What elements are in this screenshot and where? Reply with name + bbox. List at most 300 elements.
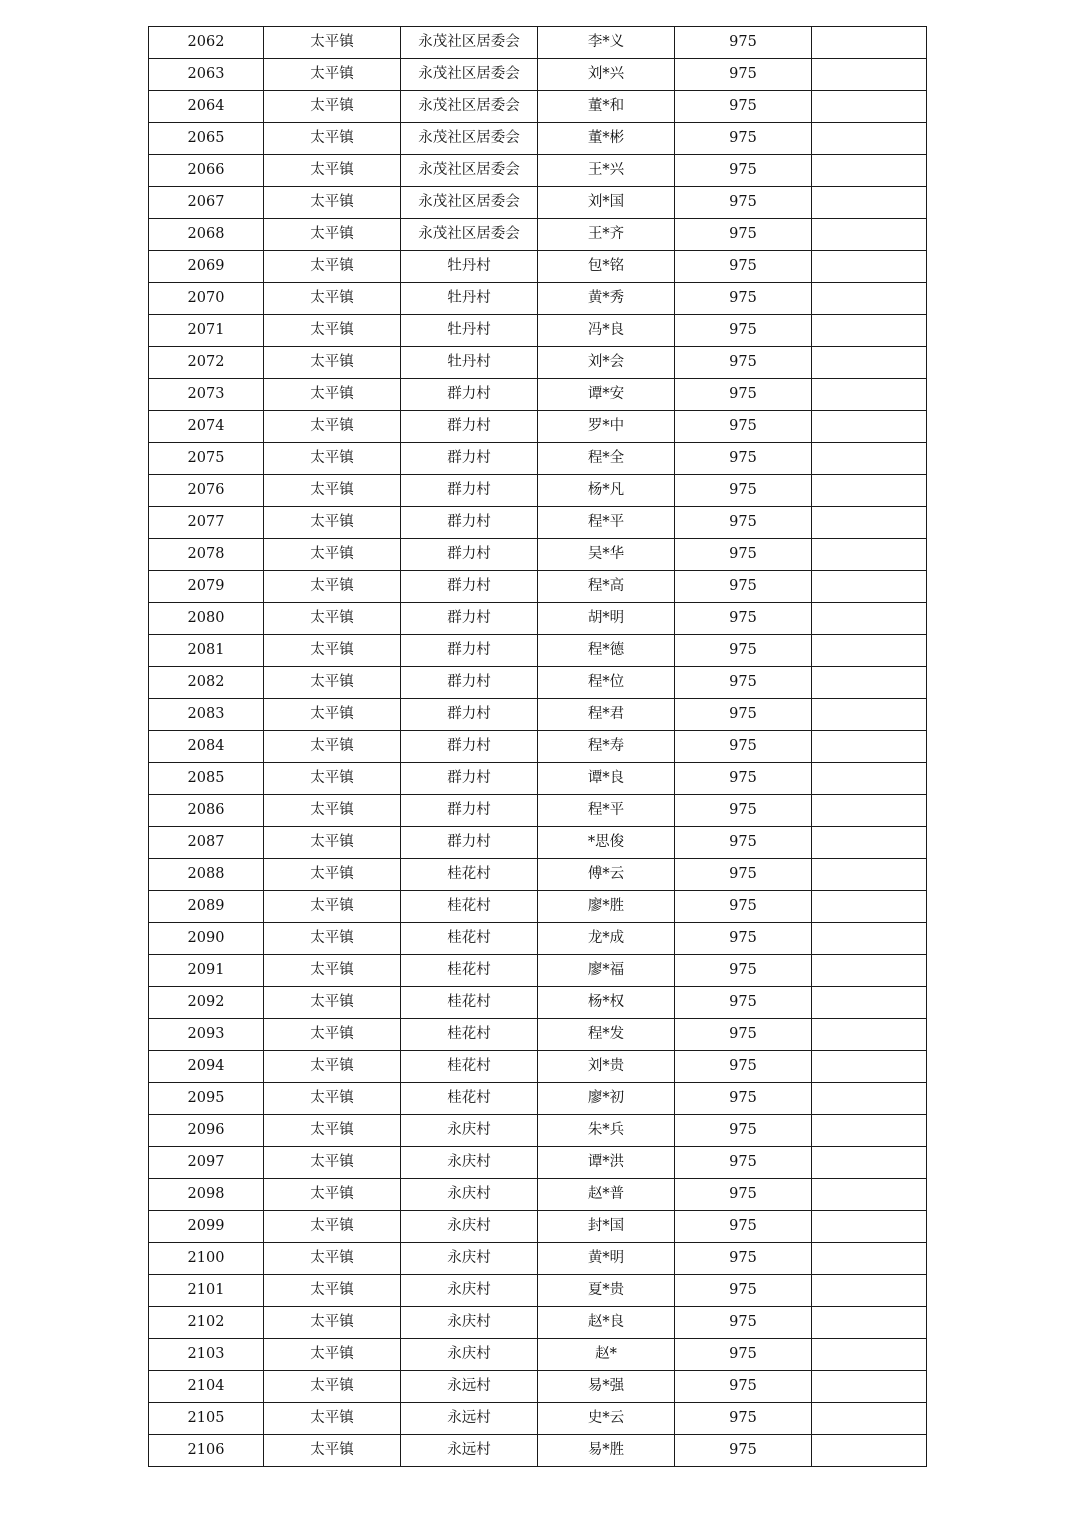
name-cell: 傅*云 bbox=[538, 859, 675, 891]
note-cell bbox=[812, 379, 927, 411]
table-body bbox=[149, 27, 927, 1467]
village-cell: 桂花村 bbox=[401, 891, 538, 923]
table-row bbox=[149, 795, 927, 827]
table-row bbox=[149, 1435, 927, 1467]
table-row bbox=[149, 1179, 927, 1211]
serial-number-cell: 2097 bbox=[149, 1147, 264, 1179]
table-row bbox=[149, 891, 927, 923]
town-cell: 太平镇 bbox=[264, 635, 401, 667]
amount-cell: 975 bbox=[675, 27, 812, 59]
amount-cell: 975 bbox=[675, 155, 812, 187]
amount-cell: 975 bbox=[675, 603, 812, 635]
name-cell: 赵*普 bbox=[538, 1179, 675, 1211]
name-cell: 王*齐 bbox=[538, 219, 675, 251]
town-cell: 太平镇 bbox=[264, 1083, 401, 1115]
name-cell: 易*强 bbox=[538, 1371, 675, 1403]
note-cell bbox=[812, 1435, 927, 1467]
name-cell: 程*发 bbox=[538, 1019, 675, 1051]
town-cell: 太平镇 bbox=[264, 1243, 401, 1275]
note-cell bbox=[812, 91, 927, 123]
amount-cell: 975 bbox=[675, 827, 812, 859]
town-cell: 太平镇 bbox=[264, 155, 401, 187]
note-cell bbox=[812, 27, 927, 59]
serial-number-cell: 2062 bbox=[149, 27, 264, 59]
serial-number-cell: 2070 bbox=[149, 283, 264, 315]
town-cell: 太平镇 bbox=[264, 1211, 401, 1243]
note-cell bbox=[812, 1275, 927, 1307]
note-cell bbox=[812, 315, 927, 347]
name-cell: 龙*成 bbox=[538, 923, 675, 955]
town-cell: 太平镇 bbox=[264, 731, 401, 763]
table-row bbox=[149, 859, 927, 891]
table-row bbox=[149, 1243, 927, 1275]
serial-number-cell: 2076 bbox=[149, 475, 264, 507]
name-cell: 胡*明 bbox=[538, 603, 675, 635]
note-cell bbox=[812, 59, 927, 91]
amount-cell: 975 bbox=[675, 347, 812, 379]
village-cell: 永庆村 bbox=[401, 1115, 538, 1147]
serial-number-cell: 2091 bbox=[149, 955, 264, 987]
amount-cell: 975 bbox=[675, 571, 812, 603]
note-cell bbox=[812, 187, 927, 219]
note-cell bbox=[812, 1147, 927, 1179]
table-row bbox=[149, 539, 927, 571]
subsidy-roster-table bbox=[148, 26, 927, 1467]
village-cell: 永庆村 bbox=[401, 1147, 538, 1179]
name-cell: 谭*良 bbox=[538, 763, 675, 795]
village-cell: 桂花村 bbox=[401, 955, 538, 987]
town-cell: 太平镇 bbox=[264, 379, 401, 411]
amount-cell: 975 bbox=[675, 923, 812, 955]
town-cell: 太平镇 bbox=[264, 1307, 401, 1339]
table-row bbox=[149, 667, 927, 699]
amount-cell: 975 bbox=[675, 315, 812, 347]
serial-number-cell: 2067 bbox=[149, 187, 264, 219]
village-cell: 牡丹村 bbox=[401, 251, 538, 283]
serial-number-cell: 2099 bbox=[149, 1211, 264, 1243]
name-cell: 夏*贵 bbox=[538, 1275, 675, 1307]
name-cell: 刘*贵 bbox=[538, 1051, 675, 1083]
name-cell: 李*义 bbox=[538, 27, 675, 59]
village-cell: 桂花村 bbox=[401, 1019, 538, 1051]
name-cell: 刘*兴 bbox=[538, 59, 675, 91]
note-cell bbox=[812, 1083, 927, 1115]
town-cell: 太平镇 bbox=[264, 1371, 401, 1403]
village-cell: 牡丹村 bbox=[401, 283, 538, 315]
town-cell: 太平镇 bbox=[264, 27, 401, 59]
note-cell bbox=[812, 827, 927, 859]
amount-cell: 975 bbox=[675, 59, 812, 91]
amount-cell: 975 bbox=[675, 1147, 812, 1179]
note-cell bbox=[812, 411, 927, 443]
serial-number-cell: 2104 bbox=[149, 1371, 264, 1403]
name-cell: 赵*良 bbox=[538, 1307, 675, 1339]
amount-cell: 975 bbox=[675, 1115, 812, 1147]
table-row bbox=[149, 219, 927, 251]
amount-cell: 975 bbox=[675, 475, 812, 507]
note-cell bbox=[812, 539, 927, 571]
village-cell: 群力村 bbox=[401, 635, 538, 667]
serial-number-cell: 2083 bbox=[149, 699, 264, 731]
amount-cell: 975 bbox=[675, 1275, 812, 1307]
note-cell bbox=[812, 1339, 927, 1371]
name-cell: 廖*胜 bbox=[538, 891, 675, 923]
note-cell bbox=[812, 1051, 927, 1083]
amount-cell: 975 bbox=[675, 187, 812, 219]
table-row bbox=[149, 699, 927, 731]
amount-cell: 975 bbox=[675, 91, 812, 123]
village-cell: 桂花村 bbox=[401, 1051, 538, 1083]
name-cell: 程*全 bbox=[538, 443, 675, 475]
village-cell: 群力村 bbox=[401, 699, 538, 731]
amount-cell: 975 bbox=[675, 1019, 812, 1051]
village-cell: 永远村 bbox=[401, 1371, 538, 1403]
name-cell: 包*铭 bbox=[538, 251, 675, 283]
amount-cell: 975 bbox=[675, 987, 812, 1019]
serial-number-cell: 2081 bbox=[149, 635, 264, 667]
table-row bbox=[149, 1403, 927, 1435]
serial-number-cell: 2080 bbox=[149, 603, 264, 635]
note-cell bbox=[812, 1019, 927, 1051]
table-row bbox=[149, 1147, 927, 1179]
note-cell bbox=[812, 507, 927, 539]
serial-number-cell: 2098 bbox=[149, 1179, 264, 1211]
village-cell: 桂花村 bbox=[401, 923, 538, 955]
serial-number-cell: 2085 bbox=[149, 763, 264, 795]
town-cell: 太平镇 bbox=[264, 123, 401, 155]
town-cell: 太平镇 bbox=[264, 859, 401, 891]
town-cell: 太平镇 bbox=[264, 1115, 401, 1147]
serial-number-cell: 2063 bbox=[149, 59, 264, 91]
note-cell bbox=[812, 891, 927, 923]
note-cell bbox=[812, 923, 927, 955]
name-cell: 程*平 bbox=[538, 507, 675, 539]
note-cell bbox=[812, 1115, 927, 1147]
town-cell: 太平镇 bbox=[264, 1403, 401, 1435]
town-cell: 太平镇 bbox=[264, 699, 401, 731]
table-row bbox=[149, 59, 927, 91]
note-cell bbox=[812, 475, 927, 507]
village-cell: 群力村 bbox=[401, 827, 538, 859]
village-cell: 群力村 bbox=[401, 571, 538, 603]
village-cell: 永庆村 bbox=[401, 1179, 538, 1211]
village-cell: 牡丹村 bbox=[401, 347, 538, 379]
note-cell bbox=[812, 603, 927, 635]
village-cell: 永茂社区居委会 bbox=[401, 91, 538, 123]
village-cell: 永茂社区居委会 bbox=[401, 59, 538, 91]
table-row bbox=[149, 283, 927, 315]
amount-cell: 975 bbox=[675, 1179, 812, 1211]
town-cell: 太平镇 bbox=[264, 987, 401, 1019]
serial-number-cell: 2064 bbox=[149, 91, 264, 123]
table-row bbox=[149, 91, 927, 123]
amount-cell: 975 bbox=[675, 507, 812, 539]
note-cell bbox=[812, 667, 927, 699]
town-cell: 太平镇 bbox=[264, 187, 401, 219]
serial-number-cell: 2088 bbox=[149, 859, 264, 891]
name-cell: 吴*华 bbox=[538, 539, 675, 571]
amount-cell: 975 bbox=[675, 123, 812, 155]
village-cell: 群力村 bbox=[401, 507, 538, 539]
name-cell: 封*国 bbox=[538, 1211, 675, 1243]
note-cell bbox=[812, 763, 927, 795]
table-row bbox=[149, 1019, 927, 1051]
table-row bbox=[149, 1339, 927, 1371]
table-row bbox=[149, 123, 927, 155]
table-row bbox=[149, 315, 927, 347]
village-cell: 桂花村 bbox=[401, 859, 538, 891]
town-cell: 太平镇 bbox=[264, 283, 401, 315]
name-cell: 程*德 bbox=[538, 635, 675, 667]
village-cell: 群力村 bbox=[401, 475, 538, 507]
name-cell: 程*高 bbox=[538, 571, 675, 603]
town-cell: 太平镇 bbox=[264, 667, 401, 699]
amount-cell: 975 bbox=[675, 667, 812, 699]
amount-cell: 975 bbox=[675, 1211, 812, 1243]
town-cell: 太平镇 bbox=[264, 411, 401, 443]
serial-number-cell: 2065 bbox=[149, 123, 264, 155]
table-row bbox=[149, 603, 927, 635]
village-cell: 永茂社区居委会 bbox=[401, 123, 538, 155]
name-cell: 朱*兵 bbox=[538, 1115, 675, 1147]
name-cell: 董*彬 bbox=[538, 123, 675, 155]
town-cell: 太平镇 bbox=[264, 603, 401, 635]
name-cell: 史*云 bbox=[538, 1403, 675, 1435]
table-row bbox=[149, 1051, 927, 1083]
town-cell: 太平镇 bbox=[264, 507, 401, 539]
note-cell bbox=[812, 987, 927, 1019]
name-cell: 赵* bbox=[538, 1339, 675, 1371]
table-row bbox=[149, 187, 927, 219]
town-cell: 太平镇 bbox=[264, 1051, 401, 1083]
serial-number-cell: 2075 bbox=[149, 443, 264, 475]
amount-cell: 975 bbox=[675, 219, 812, 251]
village-cell: 永远村 bbox=[401, 1403, 538, 1435]
amount-cell: 975 bbox=[675, 1307, 812, 1339]
town-cell: 太平镇 bbox=[264, 795, 401, 827]
town-cell: 太平镇 bbox=[264, 59, 401, 91]
amount-cell: 975 bbox=[675, 795, 812, 827]
name-cell: *思俊 bbox=[538, 827, 675, 859]
name-cell: 刘*国 bbox=[538, 187, 675, 219]
serial-number-cell: 2077 bbox=[149, 507, 264, 539]
name-cell: 黄*秀 bbox=[538, 283, 675, 315]
table-row bbox=[149, 475, 927, 507]
village-cell: 群力村 bbox=[401, 539, 538, 571]
table-row bbox=[149, 955, 927, 987]
name-cell: 谭*洪 bbox=[538, 1147, 675, 1179]
village-cell: 群力村 bbox=[401, 667, 538, 699]
name-cell: 程*君 bbox=[538, 699, 675, 731]
village-cell: 桂花村 bbox=[401, 1083, 538, 1115]
serial-number-cell: 2084 bbox=[149, 731, 264, 763]
village-cell: 群力村 bbox=[401, 603, 538, 635]
table-row bbox=[149, 27, 927, 59]
name-cell: 杨*凡 bbox=[538, 475, 675, 507]
village-cell: 群力村 bbox=[401, 379, 538, 411]
village-cell: 桂花村 bbox=[401, 987, 538, 1019]
town-cell: 太平镇 bbox=[264, 571, 401, 603]
table-row bbox=[149, 347, 927, 379]
village-cell: 群力村 bbox=[401, 731, 538, 763]
serial-number-cell: 2106 bbox=[149, 1435, 264, 1467]
note-cell bbox=[812, 251, 927, 283]
name-cell: 杨*权 bbox=[538, 987, 675, 1019]
town-cell: 太平镇 bbox=[264, 443, 401, 475]
note-cell bbox=[812, 571, 927, 603]
name-cell: 王*兴 bbox=[538, 155, 675, 187]
town-cell: 太平镇 bbox=[264, 539, 401, 571]
amount-cell: 975 bbox=[675, 731, 812, 763]
serial-number-cell: 2094 bbox=[149, 1051, 264, 1083]
note-cell bbox=[812, 795, 927, 827]
serial-number-cell: 2100 bbox=[149, 1243, 264, 1275]
town-cell: 太平镇 bbox=[264, 219, 401, 251]
name-cell: 黄*明 bbox=[538, 1243, 675, 1275]
note-cell bbox=[812, 731, 927, 763]
village-cell: 永茂社区居委会 bbox=[401, 155, 538, 187]
amount-cell: 975 bbox=[675, 1051, 812, 1083]
village-cell: 群力村 bbox=[401, 763, 538, 795]
name-cell: 程*寿 bbox=[538, 731, 675, 763]
amount-cell: 975 bbox=[675, 763, 812, 795]
village-cell: 永庆村 bbox=[401, 1243, 538, 1275]
note-cell bbox=[812, 1211, 927, 1243]
name-cell: 罗*中 bbox=[538, 411, 675, 443]
amount-cell: 975 bbox=[675, 283, 812, 315]
town-cell: 太平镇 bbox=[264, 1147, 401, 1179]
name-cell: 程*位 bbox=[538, 667, 675, 699]
serial-number-cell: 2087 bbox=[149, 827, 264, 859]
town-cell: 太平镇 bbox=[264, 1339, 401, 1371]
serial-number-cell: 2079 bbox=[149, 571, 264, 603]
name-cell: 易*胜 bbox=[538, 1435, 675, 1467]
village-cell: 永庆村 bbox=[401, 1275, 538, 1307]
table-row bbox=[149, 923, 927, 955]
note-cell bbox=[812, 123, 927, 155]
serial-number-cell: 2074 bbox=[149, 411, 264, 443]
note-cell bbox=[812, 443, 927, 475]
town-cell: 太平镇 bbox=[264, 347, 401, 379]
town-cell: 太平镇 bbox=[264, 891, 401, 923]
town-cell: 太平镇 bbox=[264, 955, 401, 987]
table-row bbox=[149, 1211, 927, 1243]
serial-number-cell: 2068 bbox=[149, 219, 264, 251]
name-cell: 冯*良 bbox=[538, 315, 675, 347]
amount-cell: 975 bbox=[675, 1339, 812, 1371]
serial-number-cell: 2073 bbox=[149, 379, 264, 411]
village-cell: 永庆村 bbox=[401, 1211, 538, 1243]
note-cell bbox=[812, 347, 927, 379]
serial-number-cell: 2101 bbox=[149, 1275, 264, 1307]
serial-number-cell: 2090 bbox=[149, 923, 264, 955]
serial-number-cell: 2102 bbox=[149, 1307, 264, 1339]
note-cell bbox=[812, 1243, 927, 1275]
amount-cell: 975 bbox=[675, 1435, 812, 1467]
serial-number-cell: 2086 bbox=[149, 795, 264, 827]
serial-number-cell: 2093 bbox=[149, 1019, 264, 1051]
serial-number-cell: 2071 bbox=[149, 315, 264, 347]
town-cell: 太平镇 bbox=[264, 1179, 401, 1211]
amount-cell: 975 bbox=[675, 955, 812, 987]
note-cell bbox=[812, 859, 927, 891]
table-row bbox=[149, 987, 927, 1019]
town-cell: 太平镇 bbox=[264, 1019, 401, 1051]
note-cell bbox=[812, 1371, 927, 1403]
table-row bbox=[149, 635, 927, 667]
table-row bbox=[149, 411, 927, 443]
name-cell: 廖*福 bbox=[538, 955, 675, 987]
table-row bbox=[149, 379, 927, 411]
amount-cell: 975 bbox=[675, 411, 812, 443]
name-cell: 谭*安 bbox=[538, 379, 675, 411]
note-cell bbox=[812, 955, 927, 987]
table-row bbox=[149, 1307, 927, 1339]
note-cell bbox=[812, 219, 927, 251]
village-cell: 永茂社区居委会 bbox=[401, 27, 538, 59]
name-cell: 程*平 bbox=[538, 795, 675, 827]
table-row bbox=[149, 155, 927, 187]
town-cell: 太平镇 bbox=[264, 1435, 401, 1467]
amount-cell: 975 bbox=[675, 1243, 812, 1275]
town-cell: 太平镇 bbox=[264, 1275, 401, 1307]
name-cell: 刘*会 bbox=[538, 347, 675, 379]
village-cell: 群力村 bbox=[401, 795, 538, 827]
town-cell: 太平镇 bbox=[264, 923, 401, 955]
amount-cell: 975 bbox=[675, 859, 812, 891]
serial-number-cell: 2092 bbox=[149, 987, 264, 1019]
table-row bbox=[149, 731, 927, 763]
note-cell bbox=[812, 155, 927, 187]
town-cell: 太平镇 bbox=[264, 827, 401, 859]
village-cell: 永茂社区居委会 bbox=[401, 187, 538, 219]
name-cell: 董*和 bbox=[538, 91, 675, 123]
serial-number-cell: 2105 bbox=[149, 1403, 264, 1435]
town-cell: 太平镇 bbox=[264, 315, 401, 347]
note-cell bbox=[812, 1403, 927, 1435]
serial-number-cell: 2072 bbox=[149, 347, 264, 379]
table-row bbox=[149, 443, 927, 475]
table-row bbox=[149, 251, 927, 283]
serial-number-cell: 2089 bbox=[149, 891, 264, 923]
name-cell: 廖*初 bbox=[538, 1083, 675, 1115]
note-cell bbox=[812, 635, 927, 667]
village-cell: 群力村 bbox=[401, 443, 538, 475]
village-cell: 永远村 bbox=[401, 1435, 538, 1467]
amount-cell: 975 bbox=[675, 699, 812, 731]
amount-cell: 975 bbox=[675, 891, 812, 923]
town-cell: 太平镇 bbox=[264, 475, 401, 507]
village-cell: 群力村 bbox=[401, 411, 538, 443]
village-cell: 永庆村 bbox=[401, 1307, 538, 1339]
note-cell bbox=[812, 1179, 927, 1211]
note-cell bbox=[812, 699, 927, 731]
note-cell bbox=[812, 283, 927, 315]
amount-cell: 975 bbox=[675, 1371, 812, 1403]
village-cell: 永茂社区居委会 bbox=[401, 219, 538, 251]
table-row bbox=[149, 1083, 927, 1115]
amount-cell: 975 bbox=[675, 251, 812, 283]
table-row bbox=[149, 507, 927, 539]
table-row bbox=[149, 763, 927, 795]
amount-cell: 975 bbox=[675, 1403, 812, 1435]
amount-cell: 975 bbox=[675, 443, 812, 475]
serial-number-cell: 2095 bbox=[149, 1083, 264, 1115]
amount-cell: 975 bbox=[675, 379, 812, 411]
table-row bbox=[149, 1275, 927, 1307]
town-cell: 太平镇 bbox=[264, 763, 401, 795]
serial-number-cell: 2066 bbox=[149, 155, 264, 187]
